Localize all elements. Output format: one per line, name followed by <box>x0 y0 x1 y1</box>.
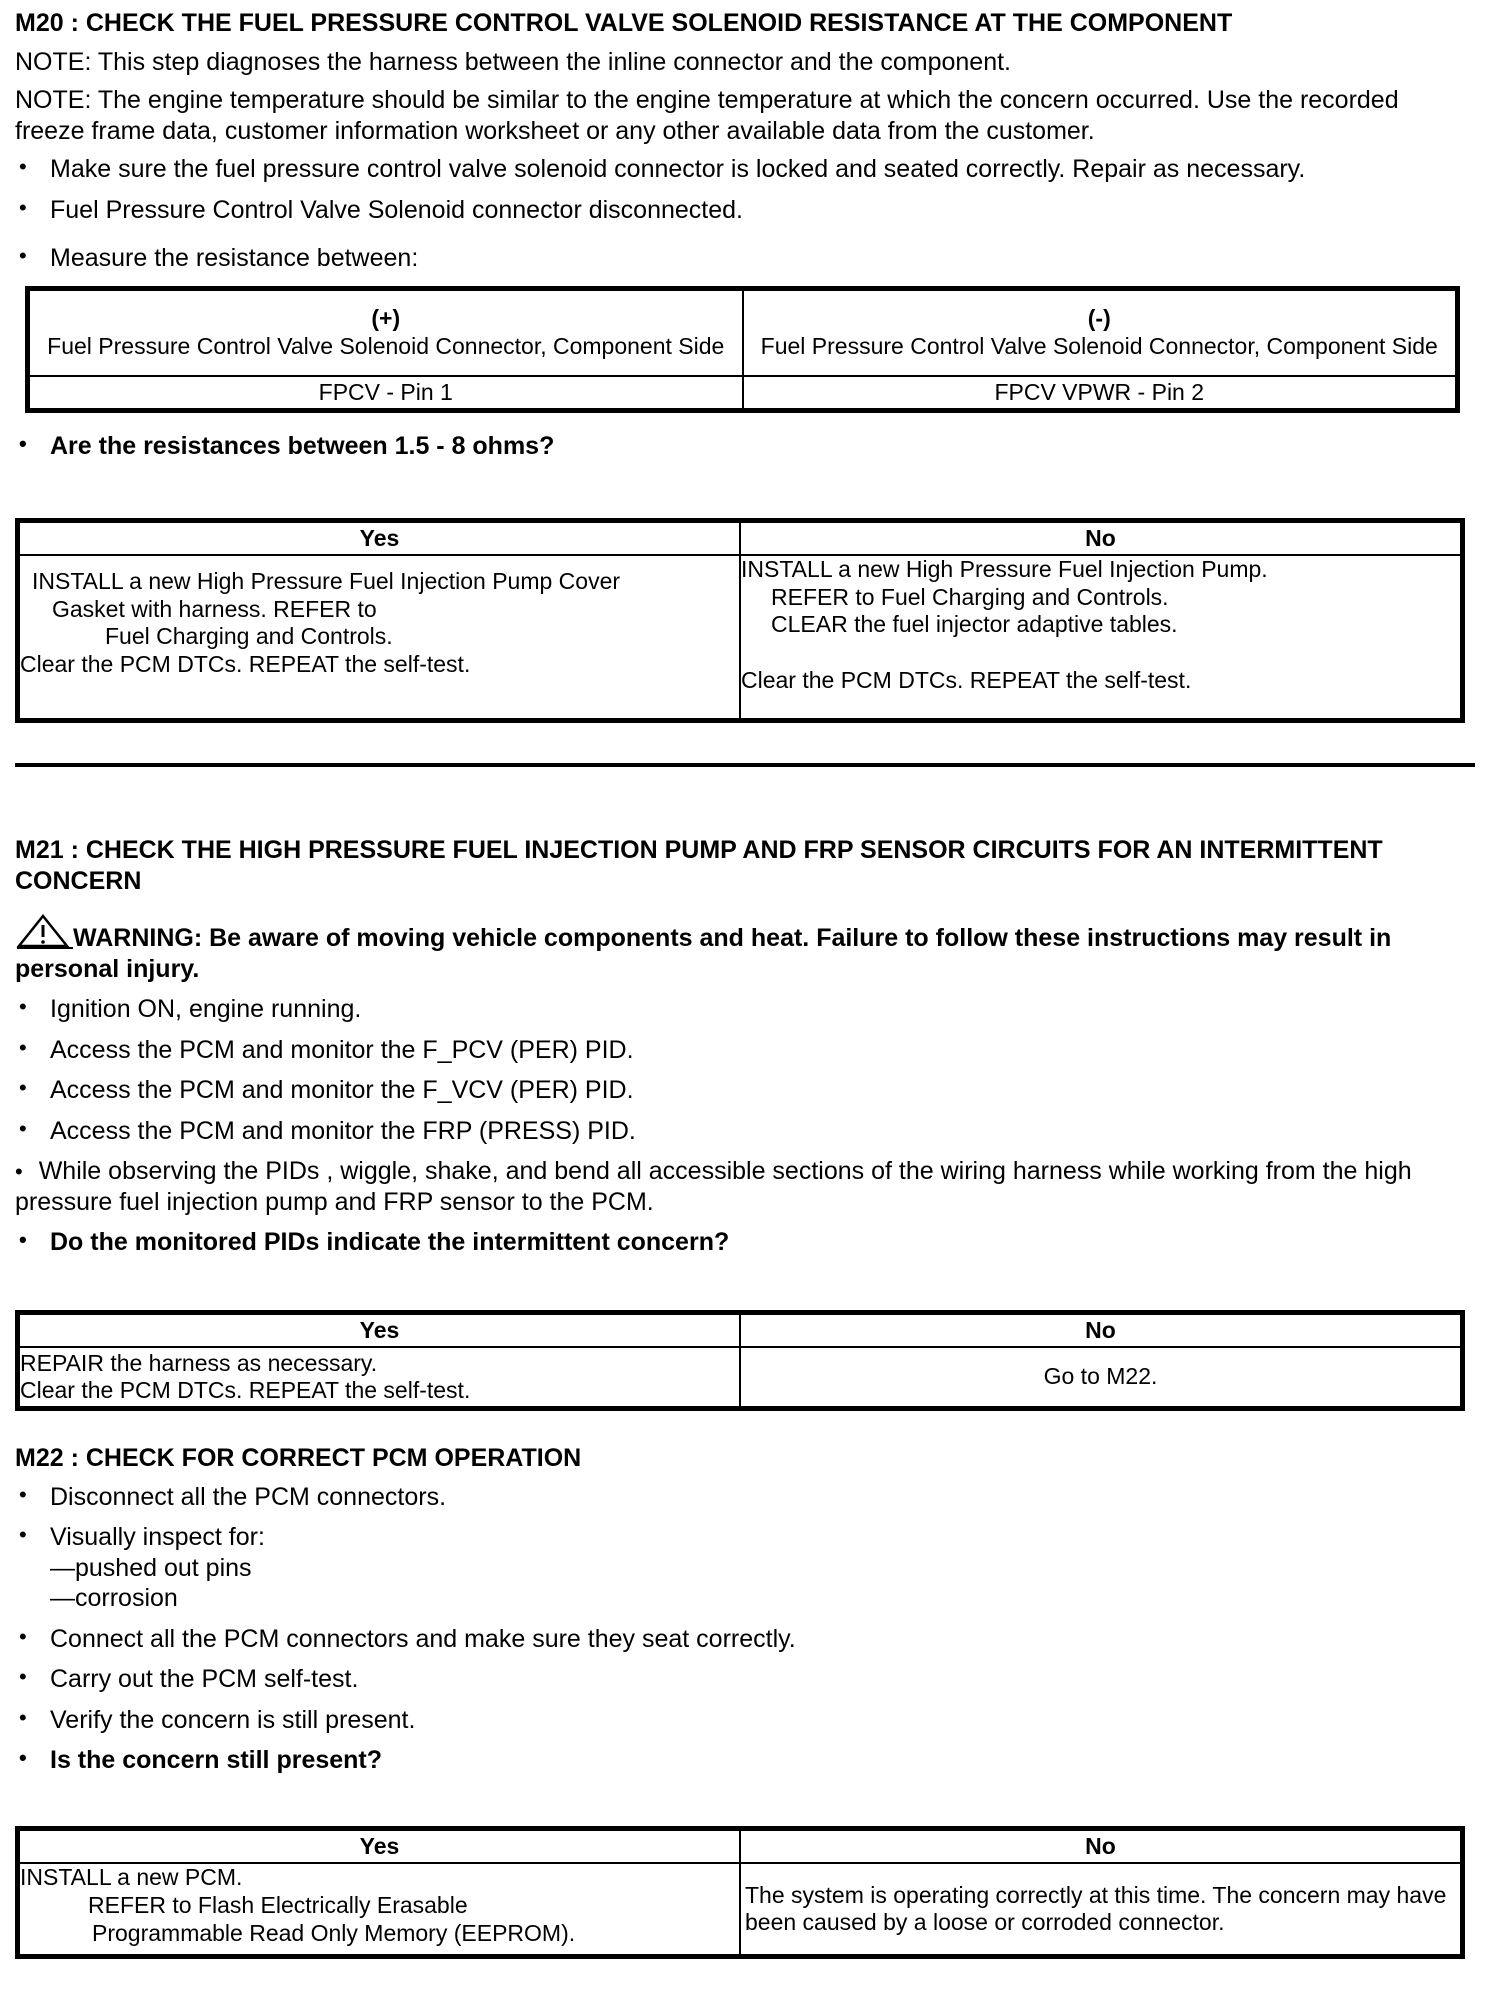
m20-no-line-1: INSTALL a new High Pressure Fuel Injection Pump. <box>741 556 1268 583</box>
m21-bullet-3: • Access the PCM and monitor the F_VCV (PER) PID. <box>15 1075 1475 1106</box>
m21-yes-line-2: Clear the PCM DTCs. REPEAT the self-test. <box>20 1377 471 1404</box>
section-divider <box>15 763 1475 767</box>
m22-question: • Is the concern still present? <box>15 1745 1475 1776</box>
m21-no-cell: Go to M22. <box>740 1347 1461 1407</box>
m20-no-line-4: Clear the PCM DTCs. REPEAT the self-test. <box>741 666 1192 693</box>
m22-bullet-2 <box>15 1522 1475 1614</box>
m20-note-1: NOTE: This step diagnoses the harness between the inline connector and the component. <box>15 47 1011 76</box>
m22-no-cell: The system is operating correctly at this time. The concern may have been caused by a loose or corroded connector. <box>740 1863 1461 1955</box>
m21-yes-header: Yes <box>19 1314 740 1348</box>
m20-result-table <box>15 518 1465 724</box>
measure-plus-desc: Fuel Pressure Control Valve Solenoid Connector, Component Side <box>47 332 725 359</box>
m21-warning <box>15 914 1475 984</box>
m21-wiggle-bullet: • While observing the PIDs , wiggle, shake, and bend all accessible sections of the wiring harness while working from the high pressure fuel injection pump and FRP sensor to the PCM. <box>15 1156 1475 1217</box>
m21-yes-cell <box>19 1347 740 1407</box>
m20-no-header: No <box>740 522 1461 556</box>
m22-bullet-5: • Verify the concern is still present. <box>15 1705 1475 1736</box>
m22-bullet-4: • Carry out the PCM self-test. <box>15 1664 1475 1695</box>
measure-plus-pin: FPCV - Pin 1 <box>29 376 743 410</box>
m20-note-2: NOTE: The engine temperature should be similar to the engine temperature at which the concern occurred. Use the recorded freeze frame data, customer information worksheet or any other available data from the customer. <box>15 86 1399 145</box>
m20-question: • Are the resistances between 1.5 - 8 ohms? <box>15 431 1475 462</box>
m20-title: M20 : CHECK THE FUEL PRESSURE CONTROL VALVE SOLENOID RESISTANCE AT THE COMPONENT <box>15 9 1233 37</box>
warning-triangle-icon <box>15 914 73 950</box>
m21-result-table <box>15 1310 1465 1412</box>
m21-bullet-4: • Access the PCM and monitor the FRP (PRESS) PID. <box>15 1116 1475 1147</box>
m20-bullet-1: • Make sure the fuel pressure control valve solenoid connector is locked and seated correctly. Repair as necessary. <box>15 154 1475 185</box>
m20-yes-line-2: Gasket with harness. REFER to <box>52 595 377 622</box>
m20-bullet-3: • Measure the resistance between: <box>15 243 1475 274</box>
m20-no-cell <box>740 555 1461 719</box>
m21-bullet-1: • Ignition ON, engine running. <box>15 994 1475 1025</box>
m21-title: M21 : CHECK THE HIGH PRESSURE FUEL INJECTION PUMP AND FRP SENSOR CIRCUITS FOR AN INTERMITTENT CONCERN <box>15 836 1383 895</box>
m22-bullet-3: • Connect all the PCM connectors and make sure they seat correctly. <box>15 1624 1475 1655</box>
m21-warning-text: WARNING: Be aware of moving vehicle components and heat. Failure to follow these instructions may result in personal injury. <box>15 924 1392 983</box>
m20-yes-header: Yes <box>19 522 740 556</box>
m22-bullet-2-text: • Visually inspect for: <box>50 1523 265 1552</box>
m21-question: • Do the monitored PIDs indicate the intermittent concern? <box>15 1227 1475 1258</box>
m21-bullet-2: • Access the PCM and monitor the F_PCV (PER) PID. <box>15 1035 1475 1066</box>
m20-no-line-3: CLEAR the fuel injector adaptive tables. <box>771 611 1178 638</box>
m20-no-line-2: REFER to Fuel Charging and Controls. <box>771 583 1169 610</box>
m22-yes-cell <box>19 1863 740 1955</box>
m22-yes-line-1: INSTALL a new PCM. <box>20 1864 243 1891</box>
measure-minus-desc: Fuel Pressure Control Valve Solenoid Connector, Component Side <box>760 332 1438 359</box>
m22-title: M22 : CHECK FOR CORRECT PCM OPERATION <box>15 1444 582 1473</box>
m22-sub-1: —pushed out pins <box>50 1553 252 1582</box>
m20-bullet-2: • Fuel Pressure Control Valve Solenoid connector disconnected. <box>15 195 1475 226</box>
measure-minus-sign: (-) <box>1087 304 1111 331</box>
m20-yes-line-1: INSTALL a new High Pressure Fuel Injection Pump Cover <box>32 568 621 595</box>
m22-sub-2: —corrosion <box>50 1584 178 1613</box>
m22-yes-line-3: Programmable Read Only Memory (EEPROM). <box>92 1919 576 1946</box>
m20-yes-cell <box>19 555 740 719</box>
measure-minus-header <box>743 290 1457 376</box>
m22-yes-header: Yes <box>19 1830 740 1864</box>
m21-no-header: No <box>740 1314 1461 1348</box>
m20-yes-line-3: Fuel Charging and Controls. <box>105 623 393 650</box>
measure-plus-sign: (+) <box>371 304 401 331</box>
m20-yes-line-4: Clear the PCM DTCs. REPEAT the self-test. <box>20 650 471 677</box>
m22-no-header: No <box>740 1830 1461 1864</box>
m22-yes-line-2: REFER to Flash Electrically Erasable <box>88 1891 468 1918</box>
m20-measure-table <box>25 286 1460 414</box>
m22-bullet-1: • Disconnect all the PCM connectors. <box>15 1482 1475 1513</box>
m21-yes-line-1: REPAIR the harness as necessary. <box>20 1349 378 1376</box>
measure-plus-header <box>29 290 743 376</box>
document-page <box>15 8 1475 1959</box>
measure-minus-pin: FPCV VPWR - Pin 2 <box>743 376 1457 410</box>
m22-result-table <box>15 1826 1465 1960</box>
